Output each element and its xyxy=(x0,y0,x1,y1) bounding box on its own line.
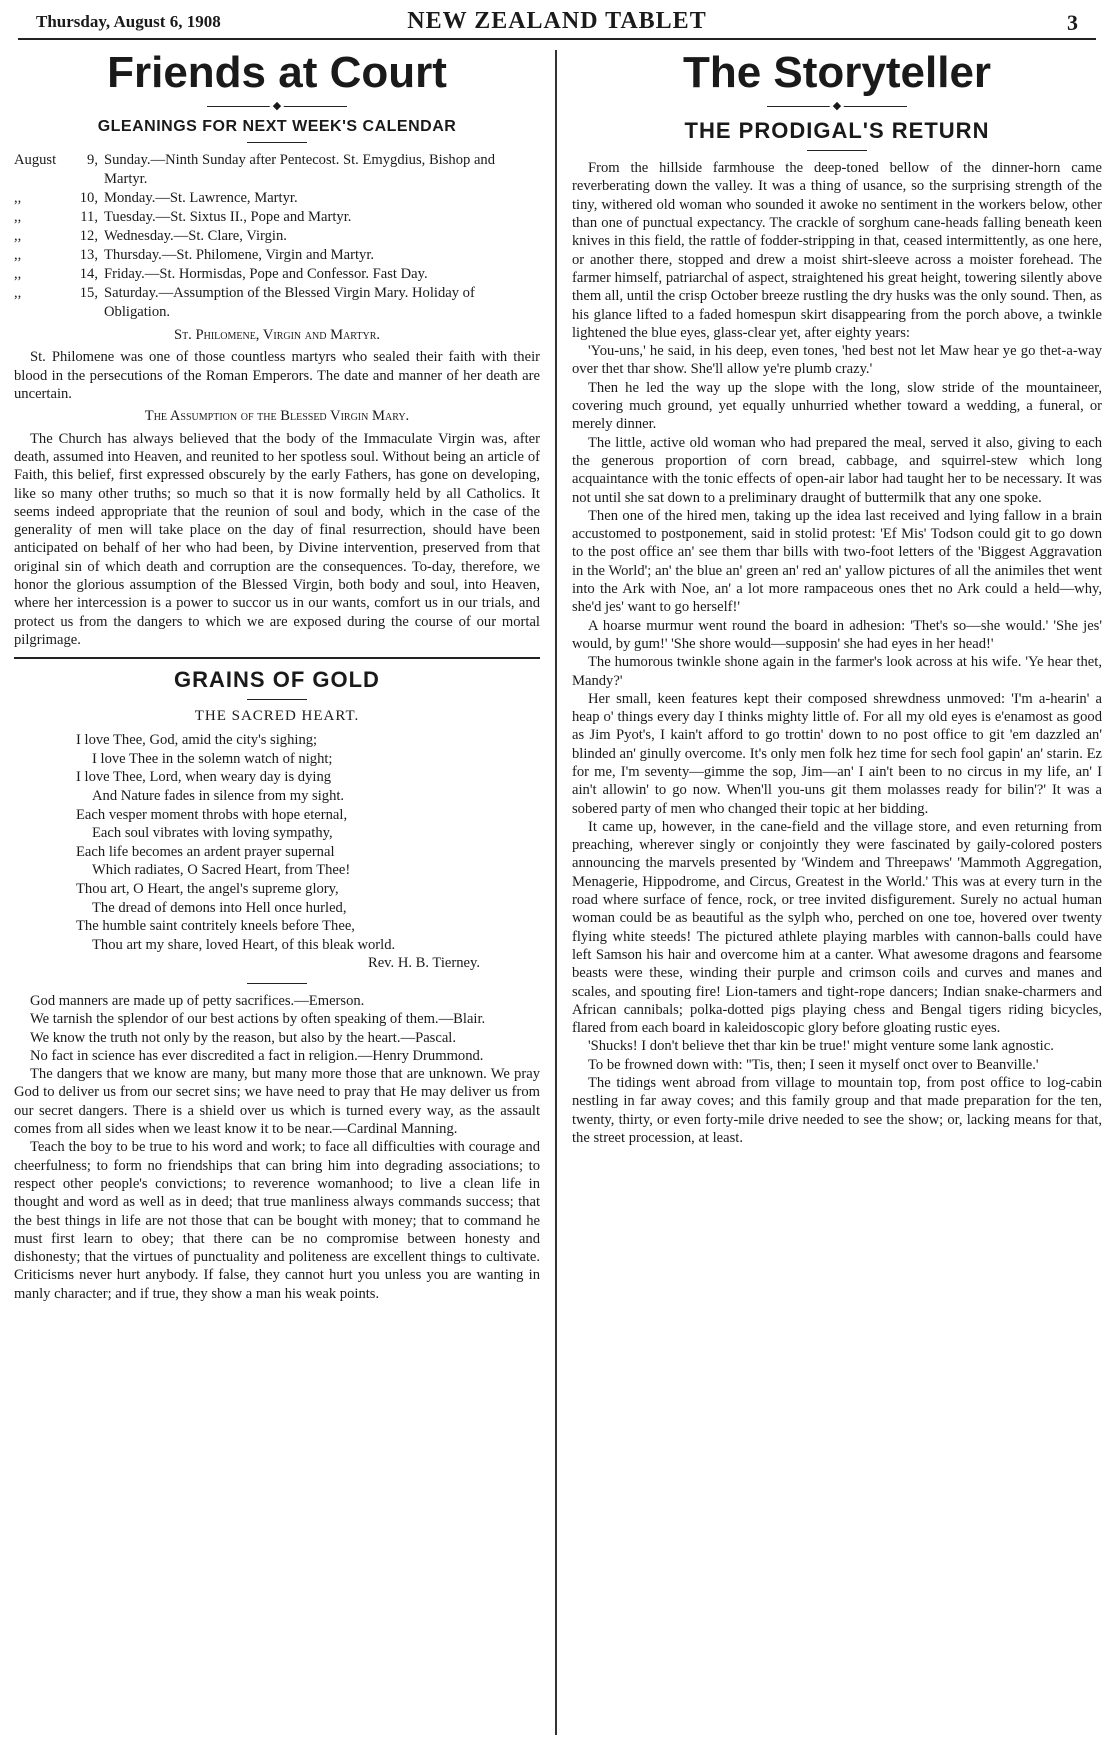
philomene-text: St. Philomene was one of those countless martyrs who sealed their faith with their blood in the persecutions of the Roman Emperors. The date and manner of her death are uncertain. xyxy=(14,349,540,403)
story-paragraph: 'You-uns,' he said, in his deep, even tones, 'hed best not let Maw hear ye go thet-a-way over thet thar show. She'll allow ye're plumb crazy.' xyxy=(572,343,1102,378)
calendar-month: August xyxy=(14,152,57,169)
calendar-text: Thursday.—St. Philomene, Virgin and Martyr. xyxy=(104,247,375,264)
poem-line: Which radiates, O Sacred Heart, from Thee! xyxy=(92,862,351,879)
story-paragraph: A hoarse murmur went round the board in adhesion: 'Thet's so—she would.' 'She jes' would, by gum!' 'She shore would—supposin' she had eyes in her head!' xyxy=(572,617,1102,652)
story-paragraph: Her small, keen features kept their composed shrewdness unmoved: 'I'm a-hearin' a heap o' things every day I thinks mighty little of. For all my old eyes is e'enamost as good as Jim Pyot's, I kain't afford to go trottin' down to no post office to git 'em dazzled an' blinded an' ginully overcome. It's only men folk hez time for sech fool gapin' an' starin. Ez for me, I'm seventy—gimme the sop, Jim—an' I ain't been to no circus in my life, an' I ain't allowin' to go now. When'll you-uns git them molasses ready for bilin'?' It was a sobered party of men who changed their topic at her bidding. xyxy=(572,690,1102,817)
poem-line: And Nature fades in silence from my sight. xyxy=(92,788,345,805)
calendar-text: Tuesday.—St. Sixtus II., Pope and Martyr. xyxy=(104,209,352,226)
poem-line: Each life becomes an ardent prayer supernal xyxy=(76,843,335,860)
story-paragraph: Then he led the way up the slope with the long, slow stride of the mountaineer, covering much ground, yet equally unhurried whether toward a wedding, a funeral, or merely dinner. xyxy=(572,379,1102,433)
philomene-title: St. Philomene, Virgin and Martyr. xyxy=(173,327,381,344)
calendar-month: ,, xyxy=(14,266,22,283)
saying: The dangers that we know are many, but many more those that are unknown. We pray God to deliver us from our secret sins; we have need to pray that He may deliver us from our secret dangers. There is a shield over us which is turned every way, as the assault comes from all sides when we least know it to be near.—Cardinal Manning. xyxy=(14,1066,540,1138)
newspaper-title: NEW ZEALAND TABLET xyxy=(407,8,707,34)
left-column xyxy=(14,50,540,1735)
calendar-day: 13, xyxy=(79,247,98,264)
story-paragraph: The tidings went abroad from village to mountain top, from post office to log-cabin nestling in far away coves; and this family group and that made preparation for the ten, twenty, thirty, or even forty-mile drive needed to see the show; or, lacking means for that, the street procession, at least. xyxy=(572,1075,1102,1146)
poem-line: I love Thee in the solemn watch of night; xyxy=(92,750,333,767)
poem-line: Thou art, O Heart, the angel's supreme glory, xyxy=(76,880,339,897)
sayings-list xyxy=(14,992,540,1303)
poem-line: The dread of demons into Hell once hurled, xyxy=(92,899,347,916)
calendar-text: Sunday.—Ninth Sunday after Pentecost. St. Emygdius, Bishop and Martyr. xyxy=(104,152,496,188)
saying: We know the truth not only by the reason, but also by the heart.—Pascal. xyxy=(30,1029,457,1046)
story-paragraph: It came up, however, in the cane-field and the village store, and even returning from preaching, wherever singly or conjointly they were fascinated by gaily-colored posters announcing the marvels presented by 'Windem and Threepaws' 'Mammoth Aggregation, Menagerie, Hippodrome, and Circus, Greatest in the World.' This was at every turn in the road where surface of fence, rock, or tree invited disfigurement. Surely no actual human woman could be as beautiful as the sylph who, perched on one toe, hovered over twenty flying white steeds! The pictured athlete playing marbles with cannon-balls could have left Samson his hair and overcome him at a canter. What awesome dragons and fearsome beasts were these, winding their purple and crimson coils and curves and manes and scales, and spouting fire! Lion-tamers and tight-rope dancers; Indian snake-charmers and African cannibals; polka-dotted pigs playing chess and Bengal tigers riding bicycles, flared from each board in kaleidoscopic glory before gloating rustic eyes. xyxy=(572,818,1102,1037)
poem xyxy=(76,731,540,973)
poem-line: Thou art my share, loved Heart, of this bleak world. xyxy=(92,936,396,953)
calendar-entry xyxy=(14,189,540,208)
divider xyxy=(247,142,307,143)
poem-line: I love Thee, God, amid the city's sighing; xyxy=(76,732,318,749)
divider xyxy=(247,699,307,700)
divider xyxy=(247,983,307,984)
assumption-text: The Church has always believed that the body of the Immaculate Virgin was, after death, assumed into Heaven, and reunited to her spotless soul. Without being an article of Faith, this belief, first expressed obscurely by the early Fathers, has gone on developing, like so many other truths; so much so that it is now formally held by all Catholics. It seems indeed appropriate that the reunion of soul and body, which in the case of the generality of men will take place on the day of final resurrection, should have been anticipated on behalf of her who had been, by Divine intervention, preserved from that original sin of which death and corruption are the consequences. To-day, therefore, we honor the glorious assumption of the Blessed Virgin, both body and soul, into Heaven, where her intercession is a power to succor us in our wants, comfort us in our trials, and protect us from the dangers to which we are exposed during the course of our mortal pilgrimage. xyxy=(14,430,540,648)
calendar-text: Friday.—St. Hormisdas, Pope and Confessor. Fast Day. xyxy=(104,266,428,283)
calendar-day: 11, xyxy=(80,209,98,226)
calendar-day: 14, xyxy=(79,266,98,283)
divider xyxy=(807,150,867,151)
page-number: 3 xyxy=(1067,10,1078,35)
diamond-ornament-icon: ◆ xyxy=(270,100,284,112)
story-title: THE PRODIGAL'S RETURN xyxy=(684,118,990,144)
calendar-day: 15, xyxy=(79,285,98,302)
calendar-entry xyxy=(14,151,540,189)
story-paragraph: 'Shucks! I don't believe thet thar kin be true!' might venture some lank agnostic. xyxy=(588,1038,1054,1055)
calendar-month: ,, xyxy=(14,285,22,302)
grains-of-gold-heading: GRAINS OF GOLD xyxy=(174,667,380,693)
story-paragraph: From the hillside farmhouse the deep-toned bellow of the dinner-horn came reverberating down the valley. It was a thing of usance, so the surprising strength of the tiny, withered old woman who sounded it awoke no sentiment in the workers below, other than one of punctual expectancy. The crackle of sorghum cane-heads falling beneath keen knives in this field, the rattle of fodder-stripping in that, ceased intermittently, as one here, or another there, stopped and drew a moist shirt-sleeve across a moister forehead. The farmer himself, patriarchal of aspect, straightened his great height, towering silently above them all, until the crisp October breeze rustling the dry husks was the only sound. Then, as his glance lifted to a faded homespun skirt disappearing from the porch above, a twinkle lightened the blue eyes, glass-clear yet, after eighty years: xyxy=(572,160,1102,341)
calendar-day: 10, xyxy=(79,190,98,207)
calendar-entry xyxy=(14,265,540,284)
calendar-text: Saturday.—Assumption of the Blessed Virgin Mary. Holiday of Obligation. xyxy=(104,285,475,321)
section-divider xyxy=(14,657,540,659)
calendar-month: ,, xyxy=(14,247,22,264)
calendar-entry xyxy=(14,227,540,246)
story-paragraph: The little, active old woman who had prepared the meal, served it also, giving to each the generous proportion of corn bread, cabbage, and squirrel-stew which long acquaintance with the tonic effects of open-air labor had taught her to be necessary. It was not until she sat down to a preliminary draught of buttermilk that any one spoke. xyxy=(572,434,1102,506)
issue-date: Thursday, August 6, 1908 xyxy=(36,12,221,31)
storyteller-heading: The Storyteller xyxy=(682,50,992,97)
saying: No fact in science has ever discredited a fact in religion.—Henry Drummond. xyxy=(30,1047,484,1064)
poem-title: THE SACRED HEART. xyxy=(194,708,360,725)
calendar-month: ,, xyxy=(14,190,22,207)
poem-line: Each vesper moment throbs with hope eternal, xyxy=(76,806,348,823)
calendar-text: Monday.—St. Lawrence, Martyr. xyxy=(104,190,298,207)
saying: We tarnish the splendor of our best actions by often speaking of them.—Blair. xyxy=(30,1011,486,1028)
heading-ornament xyxy=(767,100,907,112)
poem-line: I love Thee, Lord, when weary day is dying xyxy=(76,769,332,786)
calendar-day: 12, xyxy=(79,228,98,245)
story-paragraph: The humorous twinkle shone again in the farmer's look across at his wife. 'Ye hear thet, Mandy?' xyxy=(572,654,1102,689)
friends-at-court-heading: Friends at Court xyxy=(107,50,447,97)
calendar-text: Wednesday.—St. Clare, Virgin. xyxy=(104,228,287,245)
story-body xyxy=(572,159,1102,1147)
poem-line: Each soul vibrates with loving sympathy, xyxy=(92,825,333,842)
column-divider xyxy=(555,50,557,1735)
heading-ornament xyxy=(207,100,347,112)
saying: God manners are made up of petty sacrifices.—Emerson. xyxy=(30,992,365,1009)
calendar-month: ,, xyxy=(14,209,22,226)
calendar-entry xyxy=(14,208,540,227)
gleanings-subheading: GLEANINGS FOR NEXT WEEK'S CALENDAR xyxy=(97,118,457,136)
story-paragraph: To be frowned down with: ''Tis, then; I seen it myself onct over to Beanville.' xyxy=(588,1056,1039,1073)
poem-author: Rev. H. B. Tierney. xyxy=(367,955,480,972)
right-column xyxy=(572,50,1102,1735)
calendar-entry xyxy=(14,246,540,265)
calendar-month: ,, xyxy=(14,228,22,245)
masthead xyxy=(18,8,1096,40)
calendar-entry xyxy=(14,284,540,322)
story-paragraph: Then one of the hired men, taking up the idea last received and lying fallow in a brain accustomed to postponement, said in stolid protest: 'Ef Mis' Todson could git to go down to the post office an' see them thar bills with two-foot letters of the 'Biggest Aggravation in the World'; an' the blue an' green an' red an' yallow pictures of all the animiles thet went into the Ark with Noe, an' a lot more rampaceous ones thet no Ark could a held—why, she'd jes' want to go herself!' xyxy=(572,507,1102,616)
assumption-title: The Assumption of the Blessed Virgin Mary. xyxy=(144,408,410,425)
calendar-day: 9, xyxy=(87,152,98,169)
calendar-list xyxy=(14,151,540,322)
diamond-ornament-icon: ◆ xyxy=(830,100,844,112)
saying: Teach the boy to be true to his word and work; to face all difficulties with courage and cheerfulness; to form no friendships that can bring him into degrading associations; to respect other people's convictions; to reverence womanhood; to live a clean life in thought and word as well as in deed; that true manliness always commands success; that the best things in life are not those that can be bought with money; that to command he must first learn to obey; that there can be no compromise between honesty and dishonesty; that the virtues of punctuality and politeness are excellent things to cultivate. Criticisms never hurt anybody. If false, they cannot hurt you unless you are wanting in manly character; and if true, they show a man his weak points. xyxy=(14,1139,540,1302)
poem-line: The humble saint contritely kneels before Thee, xyxy=(76,918,355,935)
